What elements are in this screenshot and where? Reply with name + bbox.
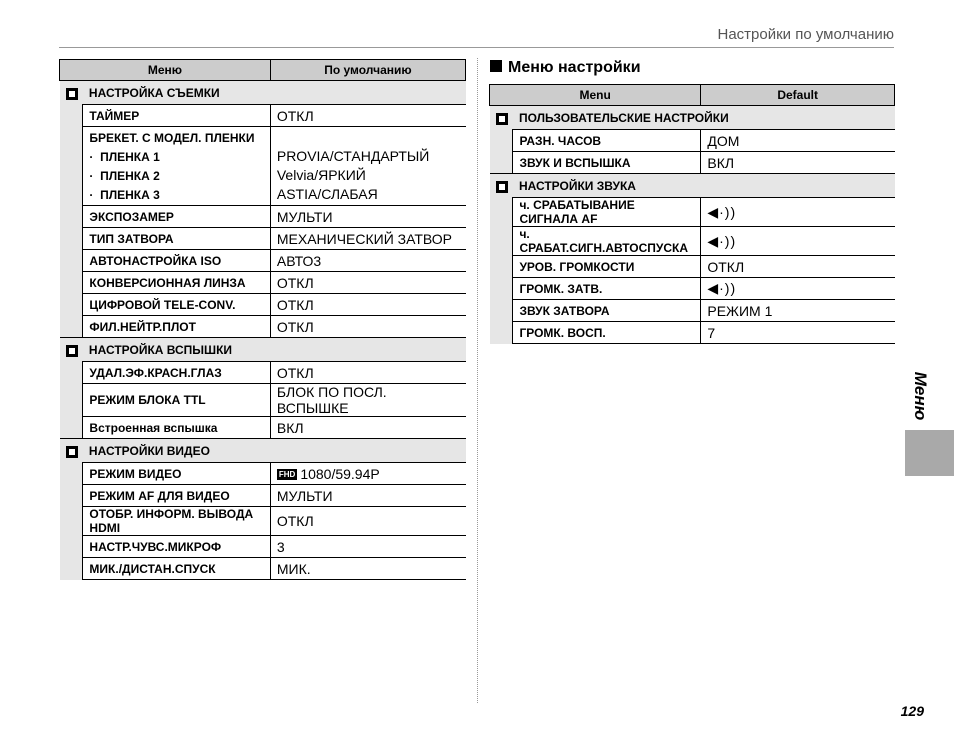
column-divider: [477, 58, 478, 703]
menu-item-name: РЕЖИМ AF ДЛЯ ВИДЕО: [83, 485, 270, 507]
sub-item-name: ПЛЕНКА 3: [100, 188, 160, 202]
col-default-header: По умолчанию: [270, 60, 465, 81]
menu-item-value: МУЛЬТИ: [270, 206, 465, 228]
menu-item-name: РЕЖИМ БЛОКА TTL: [83, 384, 270, 417]
menu-item-name: БРЕКЕТ. С МОДЕЛ. ПЛЕНКИ: [89, 131, 255, 145]
wrench-icon: [496, 181, 508, 193]
page-header-title: Настройки по умолчанию: [717, 26, 894, 43]
menu-item-name: ГРОМК. ЗАТВ.: [513, 278, 701, 300]
col-menu-header: Меню: [60, 60, 271, 81]
menu-item-name: ОТОБР. ИНФОРМ. ВЫВОДА HDMI: [83, 507, 270, 536]
col-default-header: Default: [701, 85, 895, 106]
menu-item-value: ДОМ: [701, 130, 895, 152]
menu-item-name: ЗВУК ЗАТВОРА: [513, 300, 701, 322]
side-section-label: Меню: [911, 371, 930, 421]
menu-item-value: ОТКЛ: [270, 294, 465, 316]
speaker-icon: ◀·)): [701, 278, 895, 300]
menu-item-value: МИК.: [270, 558, 465, 580]
menu-item-name: АВТОНАСТРОЙКА ISO: [83, 250, 270, 272]
menu-item-value: FHD 1080/59.94P: [270, 463, 465, 485]
menu-item-name: УДАЛ.ЭФ.КРАСН.ГЛАЗ: [83, 362, 270, 384]
sub-item-value: ASTIA/СЛАБАЯ: [276, 186, 378, 202]
speaker-icon: ◀·)): [701, 227, 895, 256]
menu-item-name: Встроенная вспышка: [83, 417, 270, 439]
menu-item-value: ОТКЛ: [270, 105, 465, 127]
camera-icon: [66, 88, 78, 100]
sub-item-value: PROVIA/СТАНДАРТЫЙ: [276, 148, 430, 164]
section-user-settings: [490, 106, 895, 130]
section-title: НАСТРОЙКА СЪЕМКИ: [83, 81, 466, 105]
menu-item-value: ОТКЛ: [701, 256, 895, 278]
menu-item-name: ГРОМК. ВОСП.: [513, 322, 701, 344]
menu-item-value: РЕЖИМ 1: [701, 300, 895, 322]
section-flash: [60, 338, 466, 362]
menu-item-name: ч. СРАБАТЫВАНИЕ СИГНАЛА AF: [513, 198, 701, 227]
section-shooting: [60, 81, 466, 105]
table-row: [60, 105, 466, 127]
menu-item-name: ТИП ЗАТВОРА: [83, 228, 270, 250]
menu-item-name: ЗВУК И ВСПЫШКА: [513, 152, 701, 174]
section-title: НАСТРОЙКА ВСПЫШКИ: [83, 338, 466, 362]
table-row: [490, 198, 895, 227]
table-row: [490, 322, 895, 344]
table-row: [60, 384, 466, 417]
menu-item-name: УРОВ. ГРОМКОСТИ: [513, 256, 701, 278]
menu-item-name: ТАЙМЕР: [83, 105, 270, 127]
default-settings-table: [59, 59, 466, 580]
menu-item-value: ОТКЛ: [270, 272, 465, 294]
table-row: [60, 250, 466, 272]
menu-item-value: 3: [270, 536, 465, 558]
table-row: [60, 507, 466, 536]
section-title: ПОЛЬЗОВАТЕЛЬСКИЕ НАСТРОЙКИ: [513, 106, 895, 130]
col-menu-header: Menu: [490, 85, 701, 106]
table-row: [60, 294, 466, 316]
sub-item-value: Velvia/ЯРКИЙ: [276, 167, 366, 183]
section-title: НАСТРОЙКИ ВИДЕО: [83, 439, 466, 463]
setup-menu-table: [489, 84, 895, 344]
menu-item-value: ВКЛ: [270, 417, 465, 439]
table-row: [490, 227, 895, 256]
menu-item-name: ЭКСПОЗАМЕР: [83, 206, 270, 228]
side-tab-marker: [905, 430, 954, 476]
menu-item-name: ЦИФРОВОЙ TELE-CONV.: [83, 294, 270, 316]
menu-item-name: МИК./ДИСТАН.СПУСК: [83, 558, 270, 580]
menu-item-name: ч. СРАБАТ.СИГН.АВТОСПУСКА: [513, 227, 701, 256]
table-row: БРЕКЕТ. С МОДЕЛ. ПЛЕНКИ · ПЛЕНКА 1 · ПЛЕНКА 2 · ПЛЕНКА 3 PROVIA/СТАНДАРТЫЙ Velvia/ЯРКИЙ ASTIA/СЛАБАЯ: [60, 127, 466, 206]
menu-item-value: АВТО3: [270, 250, 465, 272]
table-row: [490, 278, 895, 300]
wrench-icon: [496, 113, 508, 125]
section-video: [60, 439, 466, 463]
table-row: [60, 206, 466, 228]
table-row: [60, 463, 466, 485]
table-row: [490, 256, 895, 278]
table-row: [490, 152, 895, 174]
menu-item-value: ОТКЛ: [270, 362, 465, 384]
section-sound-settings: [490, 174, 895, 198]
sub-item-name: ПЛЕНКА 1: [100, 150, 160, 164]
table-row: [60, 536, 466, 558]
menu-item-value: БЛОК ПО ПОСЛ. ВСПЫШКЕ: [270, 384, 465, 417]
square-bullet-icon: [490, 60, 502, 72]
menu-item-name: КОНВЕРСИОННАЯ ЛИНЗА: [83, 272, 270, 294]
menu-item-value: ВКЛ: [701, 152, 895, 174]
menu-item-name: ФИЛ.НЕЙТР.ПЛОТ: [83, 316, 270, 338]
table-row: [60, 558, 466, 580]
flash-icon: [66, 345, 78, 357]
menu-item-value: ОТКЛ: [270, 507, 465, 536]
table-row: [60, 316, 466, 338]
table-row: [490, 130, 895, 152]
section-title: НАСТРОЙКИ ЗВУКА: [513, 174, 895, 198]
menu-item-value: 7: [701, 322, 895, 344]
table-row: [60, 272, 466, 294]
speaker-icon: ◀·)): [701, 198, 895, 227]
menu-item-name: РАЗН. ЧАСОВ: [513, 130, 701, 152]
table-row: [60, 362, 466, 384]
table-row: [490, 300, 895, 322]
video-icon: [66, 446, 78, 458]
table-row: [60, 417, 466, 439]
menu-item-name: РЕЖИМ ВИДЕО: [83, 463, 270, 485]
page-number: 129: [900, 703, 924, 719]
sub-item-name: ПЛЕНКА 2: [100, 169, 160, 183]
menu-item-value: МУЛЬТИ: [270, 485, 465, 507]
header-rule: [59, 47, 894, 48]
menu-item-name: НАСТР.ЧУВС.МИКРОФ: [83, 536, 270, 558]
table-row: [60, 228, 466, 250]
table-row: [60, 485, 466, 507]
menu-item-value: ОТКЛ: [270, 316, 465, 338]
setup-menu-heading: Меню настройки: [490, 59, 641, 77]
menu-item-value: МЕХАНИЧЕСКИЙ ЗАТВОР: [270, 228, 465, 250]
full-hd-icon: FHD: [278, 470, 296, 480]
